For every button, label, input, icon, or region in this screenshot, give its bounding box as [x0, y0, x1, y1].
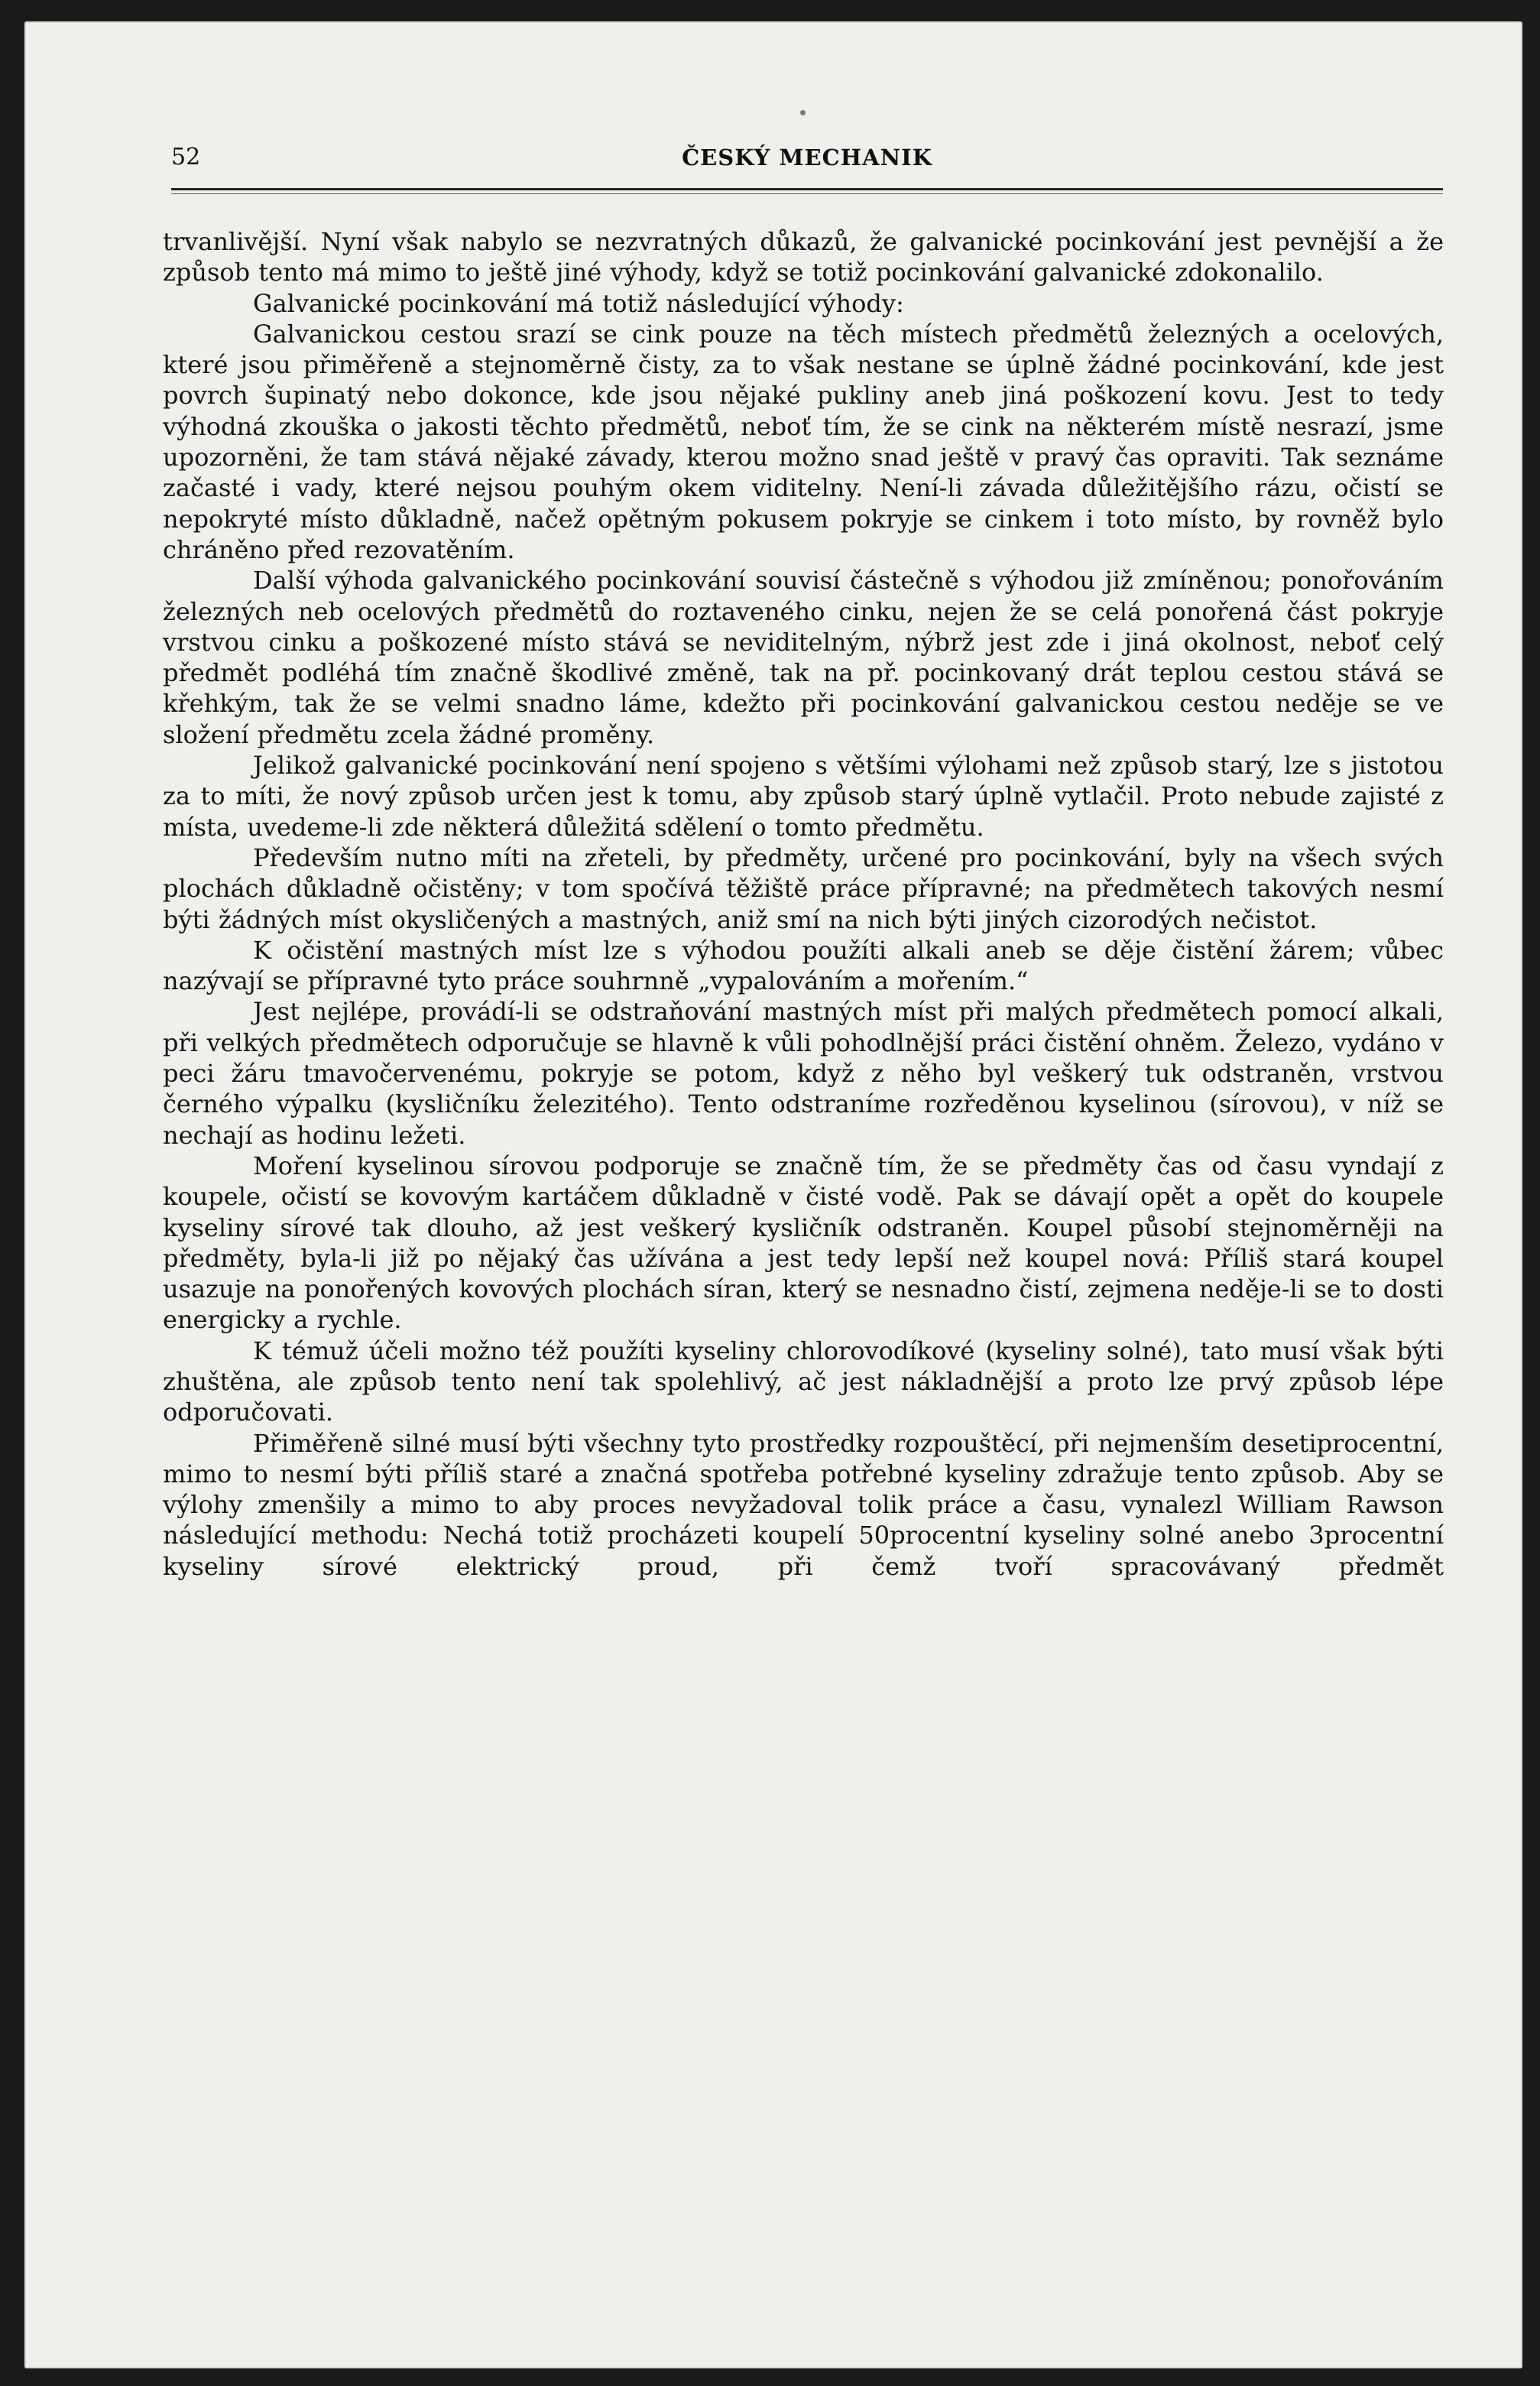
paragraph: Galvanické pocinkování má totiž následující výhody:	[253, 288, 904, 318]
article-body	[163, 226, 1444, 1582]
paragraph: K očistění mastných míst lze s výhodou použíti alkali aneb se děje čistění žárem; vůbec nazývají se přípravné tyto práce souhrnně „vypalováním a mořením.“	[163, 935, 1444, 996]
paragraph: Především nutno míti na zřeteli, by předměty, určené pro pocinkování, byly na všech svých plochách důkladně očistěny; v tom spočívá těžiště práce přípravné; na předmětech takových nesmí býti žádných míst okysličených a mastných, aniž smí na nich býti jiných cizorodých nečistot.	[163, 842, 1444, 934]
paragraph: Přiměřeně silné musí býti všechny tyto prostředky rozpouštěcí, při nejmenším desetiprocentní, mimo to nesmí býti příliš staré a značná spotřeba potřebné kyseliny zdražuje tento způsob. Aby se výlohy zmenšily a mimo to aby proces nevyžadoval tolik práce a času, vynalezl William Rawson následující methodu: Nechá totiž procházeti koupelí 50procentní kyseliny solné anebo 3procentní kyseliny sírové elektrický proud, při čemž tvoří spracovávaný předmět	[163, 1428, 1444, 1581]
paragraph: Další výhoda galvanického pocinkování souvisí částečně s výhodou již zmíněnou; ponořováním železných neb ocelových předmětů do roztaveného cinku, nejen že se celá ponořená část pokryje vrstvou cinku a poškozené místo stává se neviditelným, nýbrž jest zde i jiná okolnost, neboť celý předmět podléhá tím značně škodlivé změně, tak na př. pocinkovaný drát teplou cestou stává se křehkým, tak že se velmi snadno láme, kdežto při pocinkování galvanickou cestou neděje se ve složení předmětu zcela žádné proměny.	[163, 566, 1444, 749]
header-rule	[171, 188, 1443, 190]
paragraph: K témuž účeli možno též použíti kyseliny chlorovodíkové (kyseliny solné), tato musí však býti zhuštěna, ale způsob tento není tak spolehlivý, ač jest nákladnější a proto lze prvý způsob lépe odporučovati.	[163, 1336, 1444, 1427]
running-header	[171, 140, 1443, 175]
running-title: ČESKÝ MECHANIK	[682, 144, 932, 170]
page-number: 52	[171, 144, 201, 170]
paragraph: Galvanickou cestou srazí se cink pouze na těch místech předmětů železných a ocelových, které jsou přiměřeně a stejnoměrně čisty, za to však nestane se úplně žádné pocinkování, kde jest povrch šupinatý nebo dokonce, kde jsou nějaké pukliny aneb jiná poškození kovu. Jest to tedy výhodná zkouška o jakosti těchto předmětů, neboť tím, že se cink na některém místě nesrazí, jsme upozorněni, že tam stává nějaké závady, kterou možno snad ještě v pravý čas opraviti. Tak seznáme začasté i vady, které nejsou pouhým okem viditelny. Není-li závada důležitějšího rázu, očistí se nepokryté místo důkladně, načež opětným pokusem pokryje se cinkem i toto místo, by rovněž bylo chráněno před rezovatěním.	[163, 319, 1444, 564]
scan-speck	[800, 110, 806, 115]
header-rule-thin	[171, 193, 1443, 194]
paragraph: Jest nejlépe, provádí-li se odstraňování mastných míst při malých předmětech pomocí alkali, při velkých předmětech odporučuje se hlavně k vůli pohodlnější práci čistění ohněm. Železo, vydáno v peci žáru tmavočervenému, pokryje se potom, když z něho byl veškerý tuk odstraněn, vrstvou černého výpalku (kysličníku železitého). Tento odstraníme rozředěnou kyselinou (sírovou), v níž se nechají as hodinu ležeti.	[163, 997, 1444, 1150]
paragraph: trvanlivější. Nyní však nabylo se nezvratných důkazů, že galvanické pocinkování jest pevnější a že způsob tento má mimo to ještě jiné výhody, když se totiž pocinkování galvanické zdokonalilo.	[163, 227, 1444, 287]
paragraph: Moření kyselinou sírovou podporuje se značně tím, že se předměty čas od času vyndají z koupele, očistí se kovovým kartáčem důkladně v čisté vodě. Pak se dávají opět a opět do koupele kyseliny sírové tak dlouho, až jest veškerý kysličník odstraněn. Koupel působí stejnoměrněji na předměty, byla-li již po nějaký čas užívána a jest tedy lepší než koupel nová: Příliš stará koupel usazuje na ponořených kovových plochách síran, který se nesnadno čistí, zejmena neděje-li se to dosti energicky a rychle.	[163, 1151, 1444, 1335]
paragraph: Jelikož galvanické pocinkování není spojeno s většími výlohami než způsob starý, lze s jistotou za to míti, že nový způsob určen jest k tomu, aby způsob starý úplně vytlačil. Proto nebude zajisté z místa, uvedeme-li zde některá důležitá sdělení o tomto předmětu.	[163, 751, 1444, 842]
